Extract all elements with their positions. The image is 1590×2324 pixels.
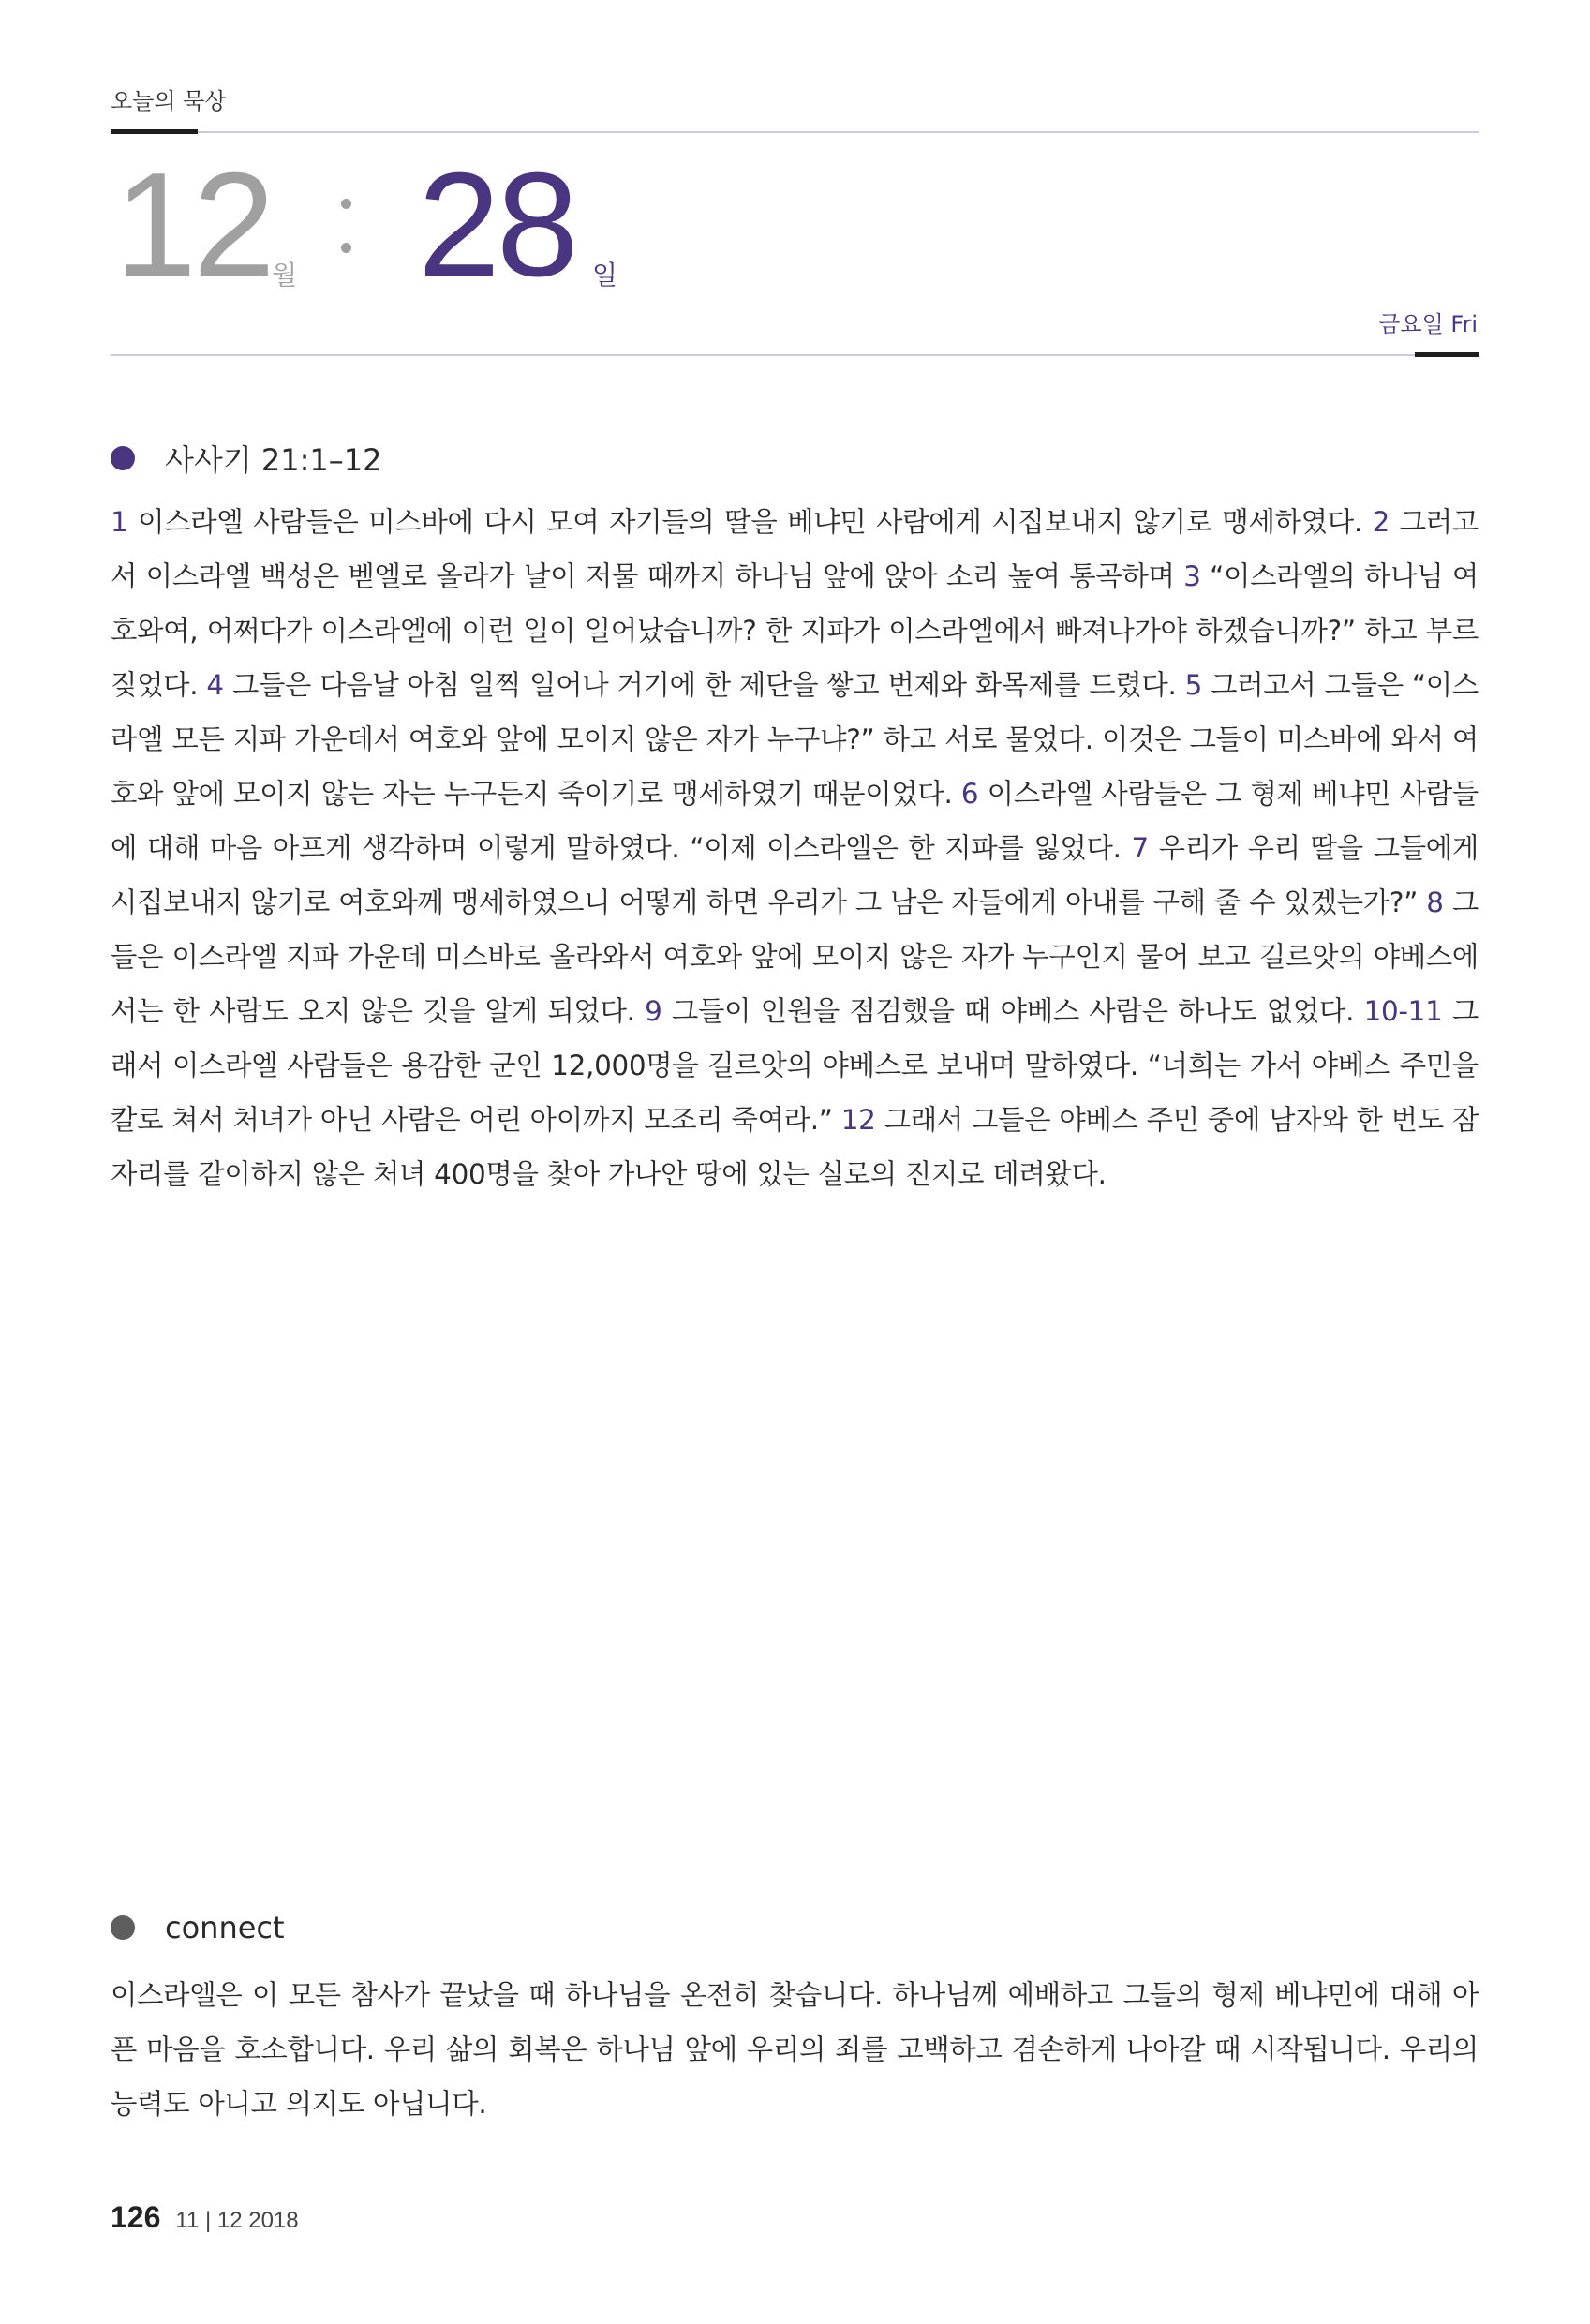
date-month-unit: 월 xyxy=(272,260,298,290)
weekday-label: 금요일 Fri xyxy=(1378,311,1478,337)
section-header-label: 오늘의 묵상 xyxy=(111,88,227,114)
connect-paragraph: 이스라엘은 이 모든 참사가 끝났을 때 하나님을 온전히 찾습니다. 하나님께 예배하고 그들의 형제 베냐민에 대해 아픈 마음을 호소합니다. 우리 삶의 회복은 하나님 앞에 우리의 죄를 고백하고 겸손하게 나아갈 때 시작됩니다. 우리의 능력도 아니고 의지도 아닙니다. xyxy=(111,1979,1479,2120)
header-divider-accent xyxy=(1415,352,1479,357)
date-day: 28 xyxy=(418,142,575,307)
verse-number: 4 xyxy=(206,669,224,701)
verse-text: 그러고서 그들은 “이스라엘 모든 지파 가운데서 여호와 앞에 모이지 않은 자가 누구냐?” 하고 서로 물었다. 이것은 그들이 미스바에 와서 여호와 앞에 모이지 않는 자는 누구든지 죽이기로 맹세하였기 때문이었다. xyxy=(111,669,1479,810)
verse-text: 우리가 우리 딸을 그들에게 시집보내지 않기로 여호와께 맹세하였으니 어떻게 하면 우리가 그 남은 자들에게 아내를 구해 줄 수 있겠는가?” xyxy=(111,832,1479,918)
connect-heading xyxy=(111,1910,285,1945)
top-divider-accent xyxy=(111,129,198,134)
page-number: 126 xyxy=(111,2200,161,2234)
verse-text: 그러고서 이스라엘 백성은 벧엘로 올라가 날이 저물 때까지 하나님 앞에 앉아 소리 높여 통곡하며 xyxy=(111,506,1479,592)
date-separator xyxy=(341,199,352,287)
verse-text: 이스라엘 사람들은 미스바에 다시 모여 자기들의 딸을 베냐민 사람에게 시집보내지 않기로 맹세하였다. xyxy=(127,506,1373,538)
page-footer xyxy=(111,2200,299,2235)
verse-number: 3 xyxy=(1183,560,1201,592)
verse-number: 10-11 xyxy=(1363,995,1443,1027)
date-month: 12 xyxy=(114,142,272,307)
separator-dot xyxy=(341,243,351,253)
verse-number: 9 xyxy=(645,995,662,1027)
verse-text: 그들은 이스라엘 지파 가운데 미스바로 올라와서 여호와 앞에 모이지 않은 자가 누구인지 물어 보고 길르앗의 야베스에서는 한 사람도 오지 않은 것을 알게 되었다. xyxy=(111,886,1479,1027)
bullet-icon xyxy=(111,1915,135,1940)
verse-number: 12 xyxy=(840,1104,876,1136)
verse-number: 5 xyxy=(1184,669,1203,701)
verse-text: 그들은 다음날 아침 일찍 일어나 거기에 한 제단을 쌓고 번제와 화목제를 드렸다. xyxy=(223,669,1185,701)
verse-number: 8 xyxy=(1426,886,1444,918)
verse-number: 2 xyxy=(1372,506,1389,538)
connect-title: connect xyxy=(165,1910,285,1945)
verse-text: “이스라엘의 하나님 여호와여, 어쩌다가 이스라엘에 이런 일이 일어났습니까? 한 지파가 이스라엘에서 빠져나가야 하겠습니까?” 하고 부르짖었다. xyxy=(111,560,1479,701)
verse-number: 6 xyxy=(960,778,979,810)
verse-text: 그래서 그들은 야베스 주민 중에 남자와 한 번도 잠자리를 같이하지 않은 처녀 400명을 찾아 가나안 땅에 있는 실로의 진지로 데려왔다. xyxy=(111,1104,1479,1190)
date-day-unit: 일 xyxy=(592,260,618,290)
verse-text: 그래서 이스라엘 사람들은 용감한 군인 12,000명을 길르앗의 야베스로 보내며 말하였다. “너희는 가서 야베스 주민을 칼로 쳐서 처녀가 아닌 사람은 어린 아이까지 모조리 죽여라.” xyxy=(111,995,1479,1136)
verse-number: 1 xyxy=(111,506,128,538)
bullet-icon xyxy=(111,446,135,470)
top-divider xyxy=(111,131,1479,133)
issue-label: 11 | 12 2018 xyxy=(175,2208,299,2233)
verse-text: 그들이 인원을 점검했을 때 야베스 사람은 하나도 없었다. xyxy=(661,995,1364,1027)
scripture-passage xyxy=(111,495,1479,1201)
verse-text: 이스라엘 사람들은 그 형제 베냐민 사람들에 대해 마음 아프게 생각하며 이렇게 말하였다. “이제 이스라엘은 한 지파를 잃었다. xyxy=(111,778,1479,864)
verse-number: 7 xyxy=(1131,832,1149,864)
separator-dot xyxy=(341,199,351,209)
scripture-reference: 사사기 21:1–12 xyxy=(165,442,382,478)
scripture-heading xyxy=(111,437,382,480)
header-divider xyxy=(111,354,1479,356)
